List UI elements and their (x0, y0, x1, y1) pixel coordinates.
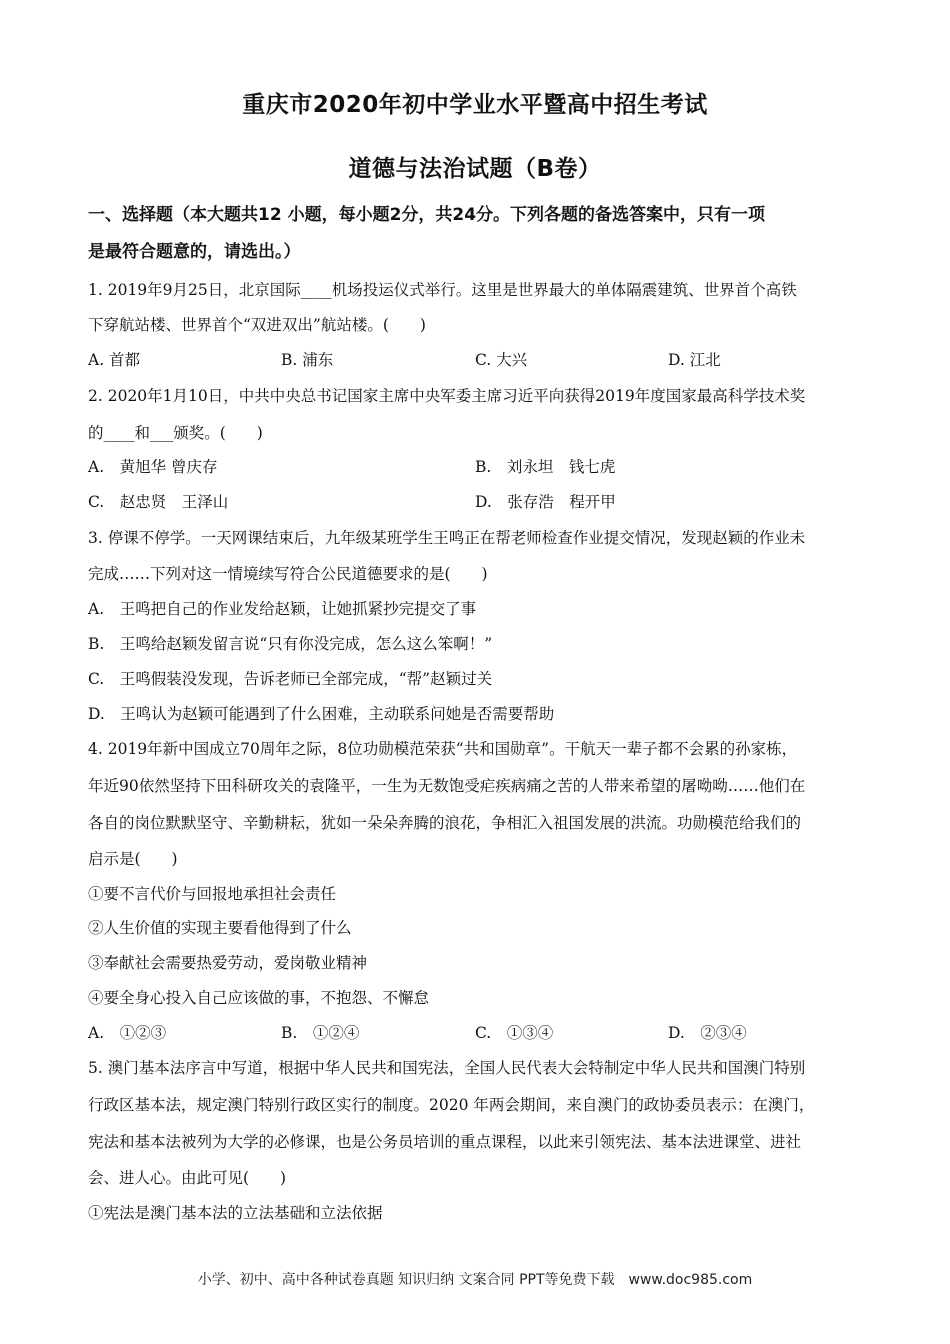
page-footer: 小学、初中、高中各种试卷真题 知识归纳 文案合同 PPT等免费下载 www.doc985.com (197, 1272, 753, 1288)
question-2-option-a: A. 黄旭华 曾庆存 (88, 458, 218, 476)
question-5-line1: 5. 澳门基本法序言中写道，根据中华人民共和国宪法，全国人民代表大会特制定中华人民共和国澳门特别 (88, 1059, 806, 1077)
question-4-statement-1: ①要不言代价与回报地承担社会责任 (88, 885, 337, 903)
question-4-option-b: B. ①②④ (281, 1024, 360, 1042)
question-2-option-b: B. 刘永坦 钱七虎 (475, 458, 616, 476)
question-4-option-a: A. ①②③ (88, 1024, 167, 1042)
question-1-option-a: A. 首都 (88, 351, 141, 369)
question-2-line2: 的____和___颁奖。( ) (88, 424, 263, 442)
question-3-option-c: C. 王鸣假装没发现，告诉老师已全部完成，“帮”赵颖过关 (88, 670, 493, 688)
question-1-option-c: C. 大兴 (475, 351, 528, 369)
question-1-line2: 下穿航站楼、世界首个“双进双出”航站楼。( ) (88, 316, 426, 334)
section-heading-line1: 一、选择题（本大题共12 小题，每小题2分，共24分。下列各题的备选答案中，只有一项 (88, 205, 766, 225)
section-heading-line2: 是最符合题意的，请选出。） (88, 242, 301, 262)
question-2-option-d: D. 张存浩 程开甲 (475, 493, 616, 511)
question-1-option-b: B. 浦东 (281, 351, 334, 369)
question-4-statement-4: ④要全身心投入自己应该做的事，不抱怨、不懈怠 (88, 989, 430, 1007)
question-1-line1: 1. 2019年9月25日，北京国际____机场投运仪式举行。这里是世界最大的单体隔震建筑、世界首个高铁 (88, 281, 797, 299)
question-5-line3: 宪法和基本法被列为大学的必修课，也是公务员培训的重点课程，以此来引领宪法、基本法进课堂、进社 (88, 1133, 802, 1151)
question-4-line2: 年近90依然坚持下田科研攻关的袁隆平，一生为无数饱受疟疾病痛之苦的人带来希望的屠呦呦……他们在 (88, 777, 806, 795)
question-5-line4: 会、进人心。由此可见( ) (88, 1169, 287, 1187)
question-4-option-d: D. ②③④ (668, 1024, 747, 1042)
question-4-line4: 启示是( ) (88, 850, 178, 868)
exam-title: 重庆市2020年初中学业水平暨高中招生考试 (242, 92, 708, 118)
question-5-statement-1: ①宪法是澳门基本法的立法基础和立法依据 (88, 1204, 383, 1222)
exam-subtitle: 道德与法治试题（B卷） (348, 156, 602, 182)
question-3-option-d: D. 王鸣认为赵颖可能遇到了什么困难，主动联系问她是否需要帮助 (88, 705, 555, 723)
question-3-option-a: A. 王鸣把自己的作业发给赵颖，让她抓紧抄完提交了事 (88, 600, 477, 618)
question-2-option-c: C. 赵忠贤 王泽山 (88, 493, 229, 511)
question-2-line1: 2. 2020年1月10日，中共中央总书记国家主席中央军委主席习近平向获得2019年度国家最高科学技术奖 (88, 387, 806, 405)
question-5-line2: 行政区基本法，规定澳门特别行政区实行的制度。2020 年两会期间，来自澳门的政协委员表示：在澳门， (88, 1096, 815, 1114)
question-3-line1: 3. 停课不停学。一天网课结束后，九年级某班学生王鸣正在帮老师检查作业提交情况，发现赵颖的作业未 (88, 529, 806, 547)
question-4-statement-2: ②人生价值的实现主要看他得到了什么 (88, 919, 352, 937)
question-4-line3: 各自的岗位默默坚守、辛勤耕耘，犹如一朵朵奔腾的浪花，争相汇入祖国发展的洪流。功勋模范给我们的 (88, 814, 802, 832)
question-4-option-c: C. ①③④ (475, 1024, 554, 1042)
question-4-statement-3: ③奉献社会需要热爱劳动，爱岗敬业精神 (88, 954, 368, 972)
question-3-option-b: B. 王鸣给赵颖发留言说“只有你没完成，怎么这么笨啊！” (88, 635, 493, 653)
question-4-line1: 4. 2019年新中国成立70周年之际，8位功勋模范荣获“共和国勋章”。干航天一辈子都不会累的孙家栋， (88, 740, 798, 758)
question-3-line2: 完成……下列对这一情境续写符合公民道德要求的是( ) (88, 565, 488, 583)
question-1-option-d: D. 江北 (668, 351, 721, 369)
